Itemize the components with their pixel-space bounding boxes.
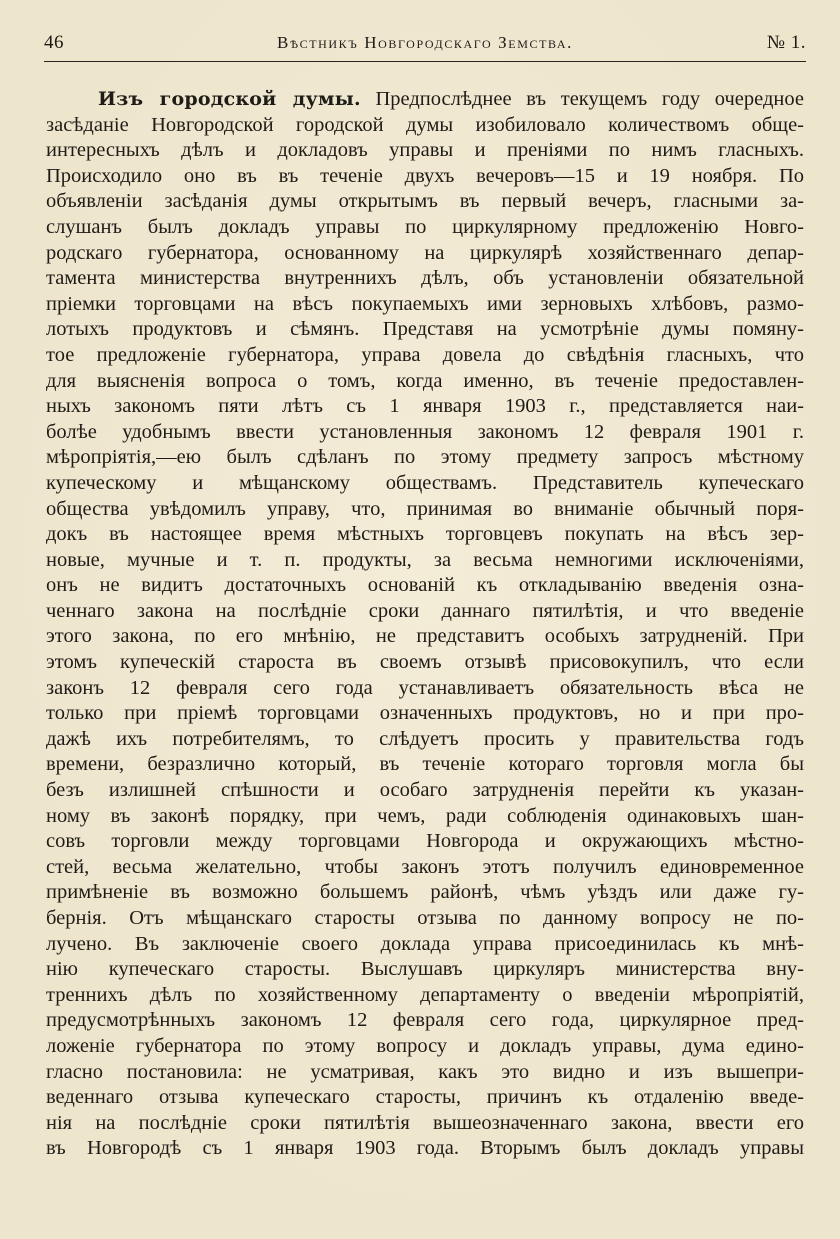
article-line: ченнаго закона на послѣдніе сроки даннаго пятилѣтія, и что введеніе bbox=[46, 599, 804, 622]
running-header bbox=[44, 32, 806, 60]
article-line: времени, безразлично который, въ теченіе котораго торговля могла бы bbox=[46, 753, 804, 776]
article-line: ному въ законѣ порядку, при чемъ, ради соблюденія одинаковыхъ шан- bbox=[46, 804, 804, 827]
article-line: предусмотрѣнныхъ закономъ 12 февраля сего года, циркулярное пред- bbox=[46, 1009, 804, 1032]
article-line: онъ не видитъ достаточныхъ основаній къ откладыванію введенія озна- bbox=[46, 574, 804, 597]
article-line: новые, мучные и т. п. продукты, за весьма немногими исключеніями, bbox=[46, 548, 804, 571]
article-line: нію купеческаго старосты. Выслушавъ циркуляръ министерства вну- bbox=[46, 958, 804, 981]
issue-number: № 1. bbox=[766, 32, 806, 53]
article-line: веденнаго отзыва купеческаго старосты, причинъ къ отдаленію введе- bbox=[46, 1086, 804, 1109]
article-line: совъ торговли между торговцами Новгорода и окружающихъ мѣстно- bbox=[46, 830, 804, 853]
header-rule bbox=[44, 61, 806, 62]
article-line: треннихъ дѣлъ по хозяйственному департаменту о введеніи мѣропріятій, bbox=[46, 983, 804, 1006]
article-line: лотыхъ продуктовъ и сѣмянъ. Представя на усмотрѣніе думы помяну- bbox=[46, 318, 804, 341]
article-line: бернія. Отъ мѣщанскаго старосты отзыва по данному вопросу не по- bbox=[46, 907, 804, 929]
article-line: пріемки торговцами на вѣсъ покупаемыхъ ими зерновыхъ хлѣбовъ, размо- bbox=[46, 292, 804, 315]
article-line: тое предложеніе губернатора, управа довела до свѣдѣнія гласныхъ, что bbox=[46, 343, 804, 366]
page-number: 46 bbox=[44, 32, 64, 53]
article-line: для выясненія вопроса о томъ, когда именно, въ теченіе предоставлен- bbox=[46, 369, 804, 392]
article-line: ложеніе губернатора по этому вопросу и докладъ управы, дума едино- bbox=[46, 1034, 804, 1057]
article-line: гласно постановила: не усматривая, какъ это видно и изъ вышепри- bbox=[46, 1060, 804, 1083]
article-line: засѣданіе Новгородской городской думы изобиловало количествомъ обще- bbox=[46, 113, 804, 136]
article-line: общества увѣдомилъ управу, что, принимая во вниманіе обычный поря- bbox=[46, 497, 804, 520]
article-line: мѣропріятія,—ею былъ сдѣланъ по этому предмету запросъ мѣстному bbox=[46, 446, 804, 469]
article-body bbox=[46, 87, 804, 1162]
article-line: лучено. Въ заключеніе своего доклада управа присоединилась къ мнѣ- bbox=[46, 932, 804, 955]
article-line: этомъ купеческій староста въ своемъ отзывѣ присовокупилъ, что если bbox=[46, 651, 804, 674]
article-line-1 bbox=[46, 87, 804, 113]
article-line: докъ въ настоящее время мѣстныхъ торговцевъ покупать на вѣсъ зер- bbox=[46, 523, 804, 546]
article-line: купеческому и мѣщанскому обществамъ. Представитель купеческаго bbox=[46, 471, 804, 494]
article-line: стей, весьма желательно, чтобы законъ этотъ получилъ единовременное bbox=[46, 855, 804, 878]
article-line: слушанъ былъ докладъ управы по циркулярному предложенію Новго- bbox=[46, 215, 804, 238]
article-line: родскаго губернатора, основанному на циркулярѣ хозяйственнаго депар- bbox=[46, 241, 804, 264]
article-line: нія на послѣдніе сроки пятилѣтія вышеозначеннаго закона, ввести его bbox=[46, 1111, 804, 1134]
section-heading: Изъ городской думы. bbox=[98, 88, 361, 110]
article-line: въ Новгородѣ съ 1 января 1903 года. Вторымъ былъ докладъ управы bbox=[46, 1137, 804, 1160]
article-line: болѣе удобнымъ ввести установленныя закономъ 12 февраля 1901 г. bbox=[46, 420, 804, 443]
article-line: законъ 12 февраля сего года устанавливаетъ обязательность вѣса не bbox=[46, 676, 804, 699]
article-line: ныхъ закономъ пяти лѣтъ съ 1 января 1903 г., представляется наи- bbox=[46, 395, 804, 418]
article-line: интересныхъ дѣлъ и докладовъ управы и преніями по нимъ гласныхъ. bbox=[46, 139, 804, 162]
article-line: Происходило оно въ въ теченіе двухъ вечеровъ—15 и 19 ноября. По bbox=[46, 164, 804, 187]
article-line: примѣненіе въ возможно большемъ районѣ, чѣмъ уѣздъ или даже гу- bbox=[46, 881, 804, 904]
article-line: тамента министерства внутреннихъ дѣлъ, объ установленіи обязательной bbox=[46, 267, 804, 290]
running-title: Вѣстникъ Новгородскаго Земства. bbox=[277, 33, 573, 52]
article-line-1-text: Предпослѣднее въ текущемъ году очередное bbox=[375, 88, 804, 110]
article-line: дажѣ ихъ потребителямъ, то слѣдуетъ просить у правительства годъ bbox=[46, 727, 804, 750]
article-line: только при пріемѣ торговцами означенныхъ продуктовъ, но и при про- bbox=[46, 702, 804, 725]
article-line: безъ излишней спѣшности и особаго затрудненія перейти къ указан- bbox=[46, 779, 804, 802]
article-line: объявленіи засѣданія думы открытымъ въ первый вечеръ, гласными за- bbox=[46, 190, 804, 213]
article-line: этого закона, по его мнѣнію, не представитъ особыхъ затрудненій. При bbox=[46, 625, 804, 648]
